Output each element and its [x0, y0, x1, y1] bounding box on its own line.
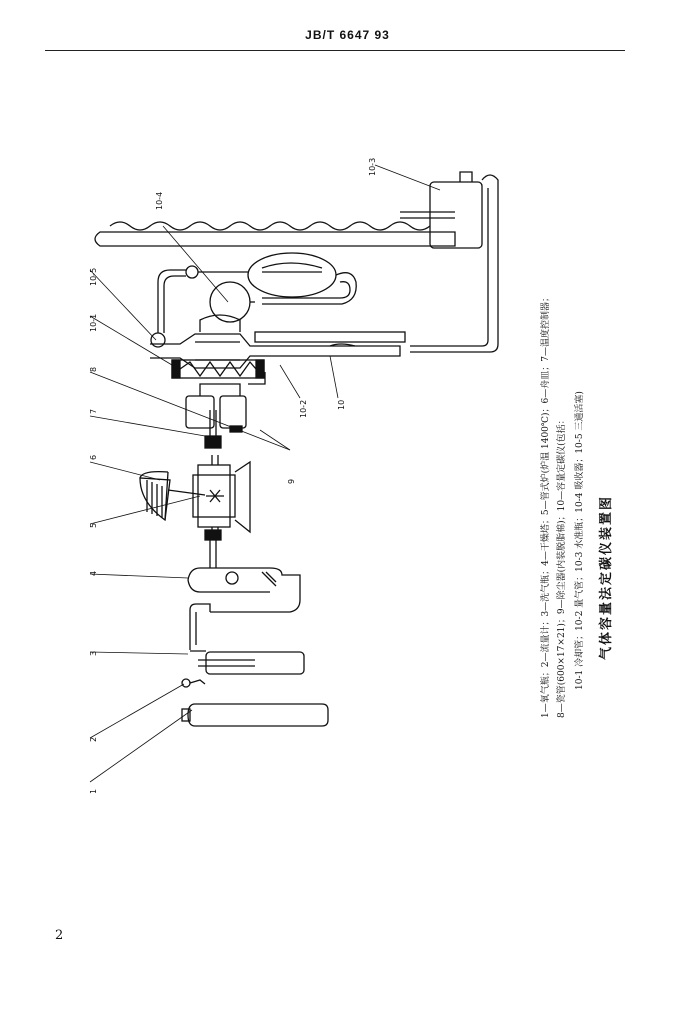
flow-meter-drawing	[182, 679, 205, 687]
label-5: 5	[89, 522, 98, 528]
stopper	[205, 436, 221, 448]
label-9: 9	[287, 478, 296, 484]
label-10-2: 10-2	[299, 399, 308, 418]
figure-title: 气体容量法定碳仪装置图	[599, 494, 614, 660]
label-10: 10	[337, 399, 346, 410]
three-way-cock-drawing	[151, 270, 186, 347]
label-8: 8	[89, 366, 98, 372]
absorber-globe-drawing	[186, 253, 356, 322]
oxygen-cylinder-drawing	[182, 704, 328, 726]
label-6: 6	[89, 454, 98, 460]
drying-tower-drawing	[188, 568, 300, 612]
label-10-5: 10-5	[89, 267, 98, 286]
label-4: 4	[89, 570, 98, 576]
label-3: 3	[89, 650, 98, 656]
cooling-tube-drawing	[172, 360, 264, 378]
label-2: 2	[89, 736, 98, 742]
label-7: 7	[89, 408, 98, 414]
caption-line-2: 8—瓷管(600×17×21)；9—除尘器(内装脱脂棉)；10—容量定碳仪(包括：	[557, 415, 567, 718]
caption-line-3: 10-1 冷却管；10-2 量气管；10-3 水准瓶；10-4 吸收器；10-5 三通活塞)	[575, 391, 585, 690]
stopper	[205, 530, 221, 540]
connector-tube	[210, 540, 216, 568]
temperature-controller-drawing	[140, 472, 205, 520]
caption-line-1: 1—氧气瓶；2—流量计；3—洗气瓶；4—干燥塔；5—管式炉(炉温 1400℃)；6—舟皿；7—温度控制器；	[541, 293, 551, 718]
connector-tube	[210, 410, 216, 436]
label-1: 1	[89, 788, 98, 794]
wash-bottle-drawing	[190, 604, 304, 674]
dust-remover-drawing	[186, 372, 265, 432]
label-10-3: 10-3	[368, 157, 377, 176]
page-number: 2	[55, 928, 64, 943]
label-10-4: 10-4	[155, 191, 164, 210]
page-header: JB/T 6647 93	[305, 28, 390, 42]
tube-furnace-drawing	[193, 455, 250, 532]
label-10-1: 10-1	[89, 313, 98, 332]
